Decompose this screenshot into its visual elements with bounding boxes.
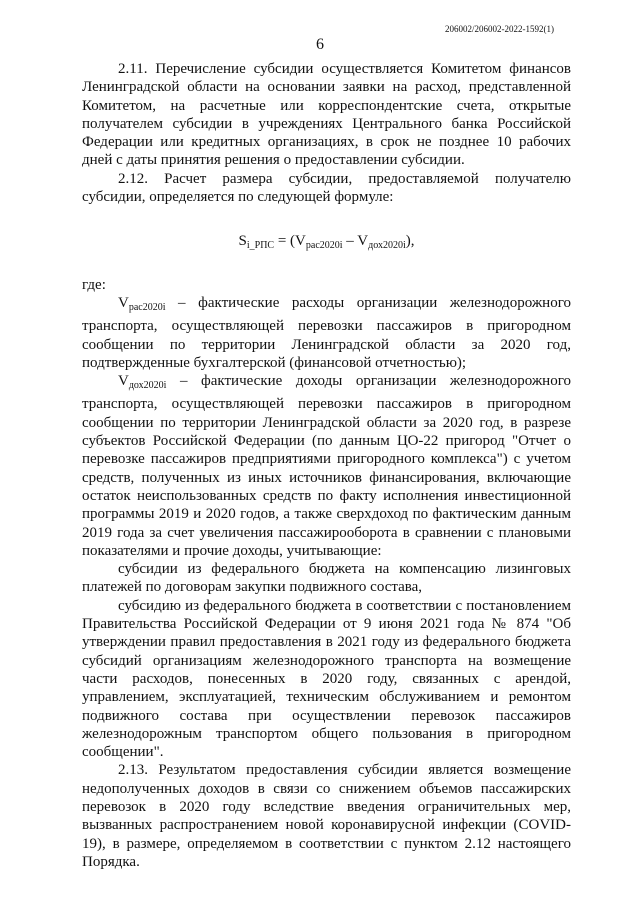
item-leasing-subsidy: субсидии из федерального бюджета на компенсацию лизинговых платежей по договорам закупки подвижного состава,	[82, 561, 571, 596]
definition-expenses	[82, 294, 571, 372]
subsidy-formula	[82, 232, 571, 255]
document-body	[82, 60, 571, 871]
page-number: 6	[316, 36, 324, 53]
paragraph-2-11: 2.11. Перечисление субсидии осуществляется Комитетом финансов Ленинградской области на основании заявки на расход, представленной Комитетом, на расчетные или корреспондентские счета, открытые получателем субсидии в учреждениях Центрального банка Российской Федерации или кредитных организациях, в срок не позднее 10 рабочих дней с даты принятия решения о предоставлении субсидии.	[82, 61, 571, 169]
expenses-symbol: V	[118, 294, 129, 311]
definition-income	[82, 372, 571, 560]
income-text: – фактические доходы организации железнодорожного транспорта, осуществляющей перевозки пассажиров в пригородном сообщении по территории Ленинградской области за 2020 год, в разрезе субъектов Российской Федерации (по данным ЦО-22 пригород "Отчет о перевозке пассажиров предприятиями пригородного комплекса") с учетом средств, полученных из иных источников финансирования, включающие остаток неиспользованных средств по факту исполнения инвестиционной программы 2019 и 2020 годов, а также сверхдоход по фактическим данным 2019 года за счет увеличения пассажирооборота в сравнении с плановыми показателями и прочие доходы, учитывающие:	[82, 373, 571, 559]
document-registration-number: 206002/206002-2022-1592(1)	[445, 24, 554, 34]
income-subscript: дох2020i	[128, 380, 167, 392]
formula-close: ),	[405, 233, 415, 250]
income-symbol: V	[118, 373, 129, 390]
formula-equals: = (V	[274, 233, 306, 250]
formula-minus: – V	[342, 233, 369, 250]
paragraph-2-13: 2.13. Результатом предоставления субсидии является возмещение недополученных доходов в связи со снижением объемов пассажирских перевозок в 2020 году вследствие введения ограничительных мер, вызванных распространением новой коронавирусной инфекции (COVID-19), в размере, определяемом в соответствии с пунктом 2.12 настоящего Порядка.	[82, 762, 571, 870]
formula-expense-subscript: рас2020i	[305, 240, 343, 252]
item-federal-subsidy-874: субсидию из федерального бюджета в соответствии с постановлением Правительства Российской Федерации от 9 июня 2021 года № 874 "Об утверждении правил предоставления в 2021 году из федерального бюджета субсидий организациям железнодорожного транспорта на возмещение части расходов, понесенных в 2020 году, связанных с арендой, управлением, эксплуатацией, техническим обслуживанием и ремонтом подвижного состава при осуществлении перевозок пассажиров железнодорожным транспортом общего пользования в пригородном сообщении".	[82, 597, 571, 761]
formula-lhs: S	[238, 233, 247, 250]
where-label: где:	[82, 276, 106, 293]
expenses-subscript: рас2020i	[128, 301, 166, 313]
expenses-text: – фактические расходы организации железнодорожного транспорта, осуществляющей перевозки пассажиров в пригородном сообщении по территории Ленинградской области за 2020 год, подтвержденные бухгалтерской (финансовой отчетностью);	[82, 294, 571, 371]
formula-income-subscript: дох2020i	[368, 240, 406, 252]
paragraph-2-12: 2.12. Расчет размера субсидии, предоставляемой получателю субсидии, определяется по следующей формуле:	[82, 170, 571, 206]
formula-lhs-subscript: i_РПС	[246, 240, 275, 252]
